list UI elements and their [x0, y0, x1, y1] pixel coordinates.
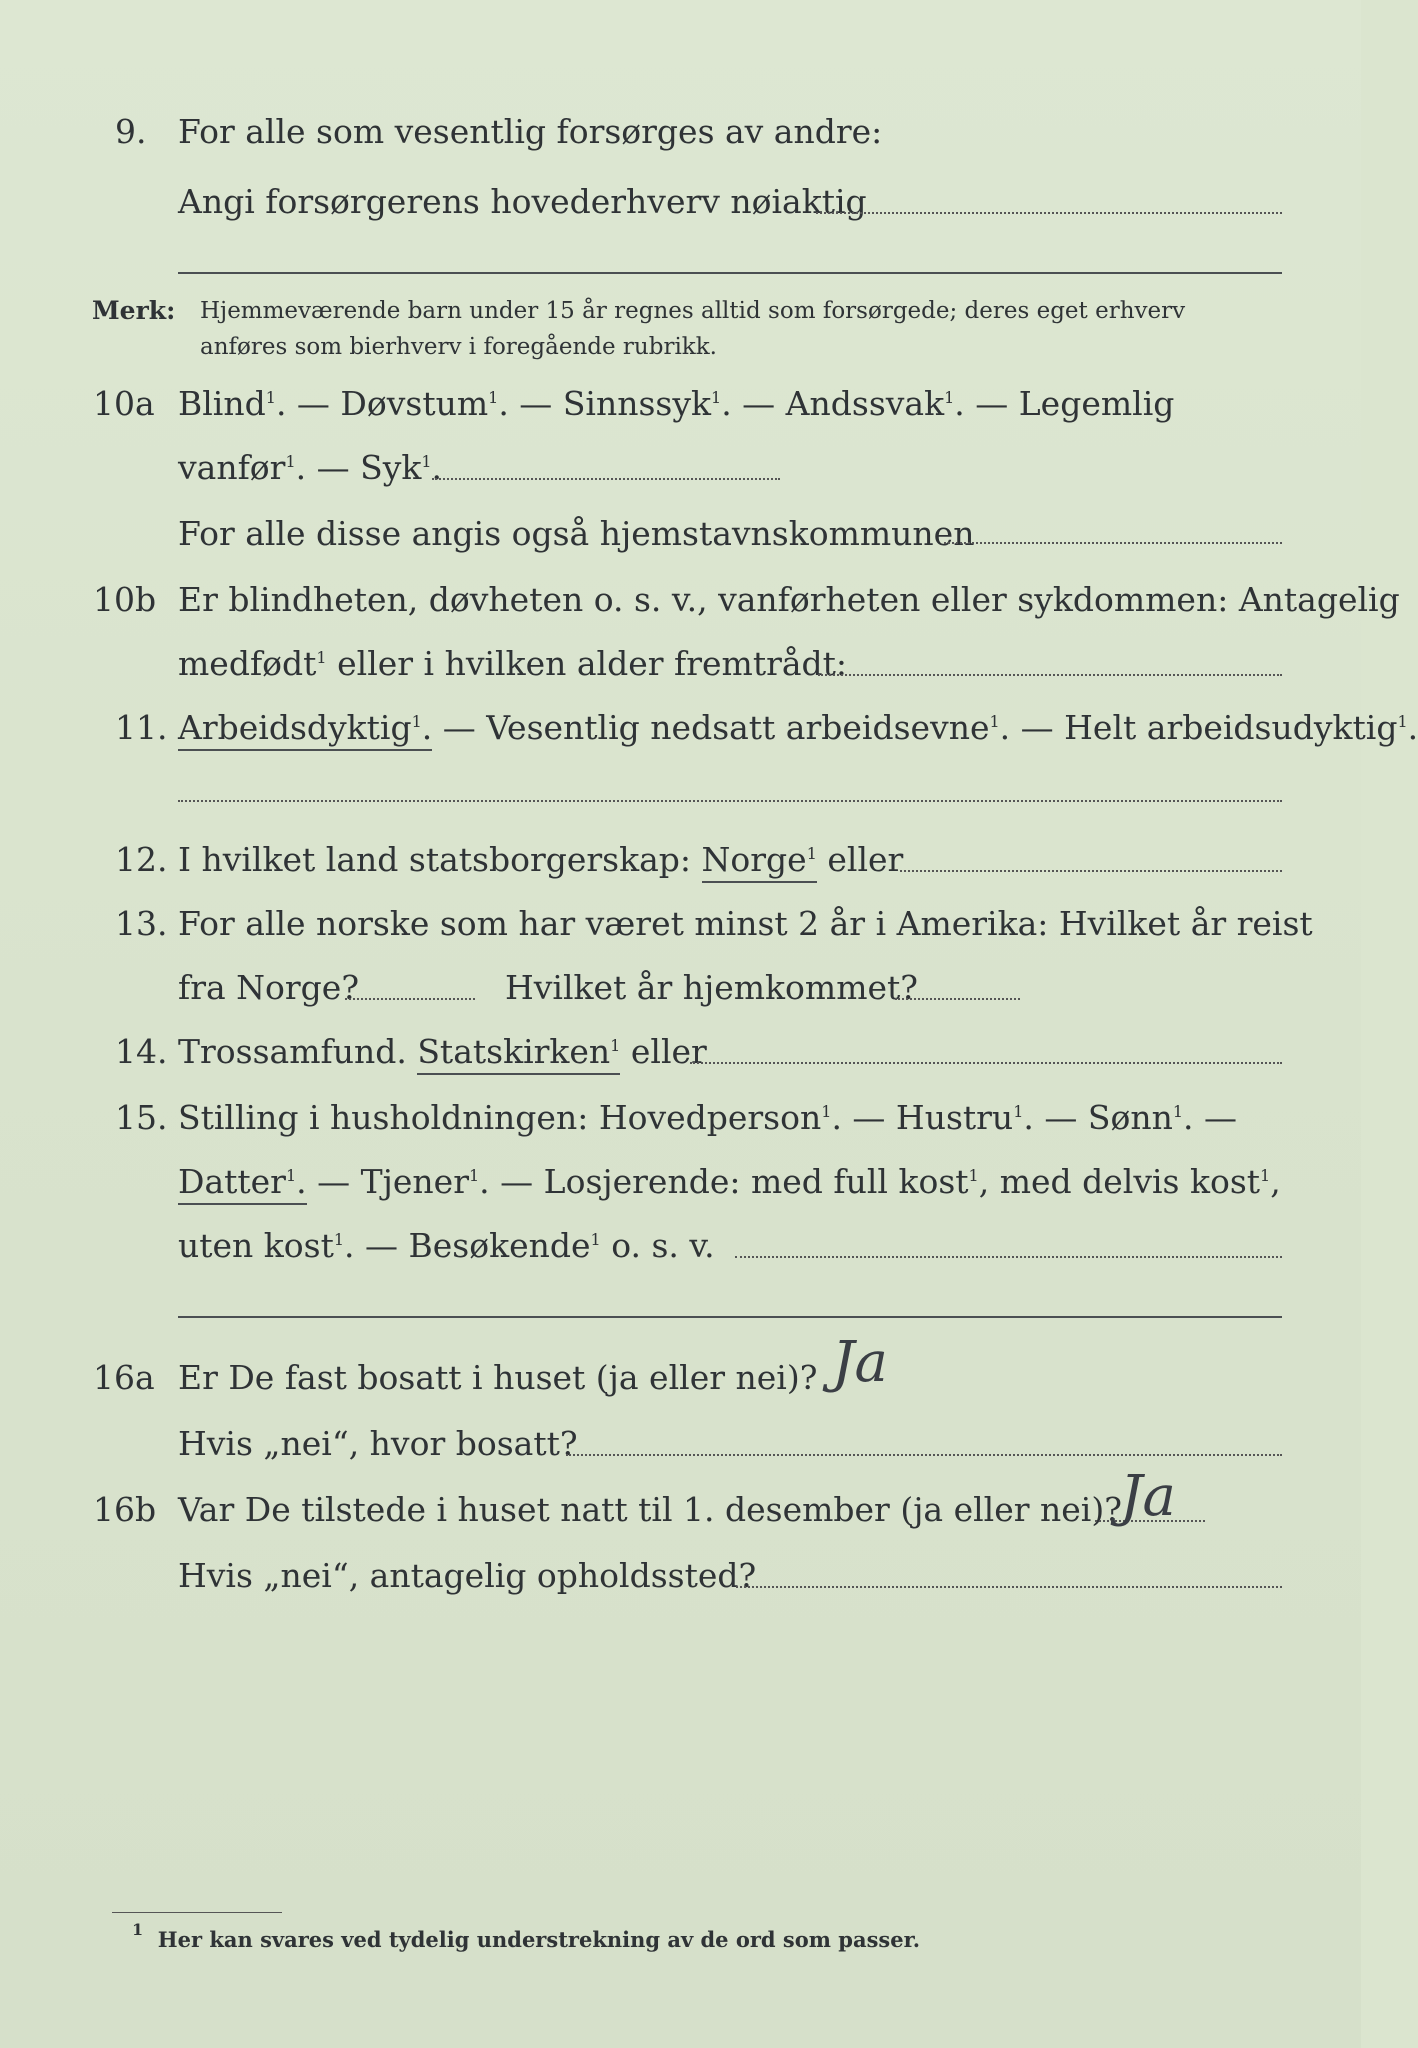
footnote-ref: 1 — [333, 1230, 345, 1249]
footnote-ref: 1 — [285, 1166, 297, 1185]
footnote-ref: 1 — [488, 388, 499, 407]
q10b-answer-line[interactable] — [818, 674, 1282, 676]
q15-line1: Stilling i husholdningen: Hovedperson$^1$. — Hustru$^1$. — Sønn$^1$. — — [178, 1098, 1238, 1137]
q10a-kommune-line[interactable] — [944, 542, 1282, 544]
q9-answer-line-2[interactable] — [178, 272, 1282, 274]
q13-line1: For alle norske som har været minst 2 år i Amerika: Hvilket år reist — [178, 904, 1313, 943]
q12-text: I hvilket land statsborgerskap: — [178, 840, 692, 879]
q14-text: Trossamfund. — [178, 1032, 407, 1071]
uten-kost-option[interactable]: uten kost — [178, 1226, 334, 1265]
merk-label: Merk: — [92, 296, 176, 325]
footnote-ref: 1 — [421, 452, 432, 471]
syk-option[interactable]: Syk — [360, 448, 422, 487]
footnote-ref: 1 — [806, 844, 817, 863]
q10a-line3: For alle disse angis også hjemstavnskommunen — [178, 514, 975, 553]
tjener-option[interactable]: Tjener — [360, 1162, 469, 1201]
footnote-ref: 1 — [1013, 1102, 1024, 1121]
legemlig-option[interactable]: Legemlig — [1018, 384, 1175, 423]
q15-answer-line[interactable] — [735, 1256, 1282, 1258]
nedsatt-option[interactable]: Vesentlig nedsatt arbeidsevne — [486, 708, 990, 747]
q16b-line1: Var De tilstede i huset natt til 1. desember (ja eller nei)? — [178, 1490, 1122, 1529]
q14-eller: eller — [630, 1032, 707, 1071]
blind-option[interactable]: Blind — [178, 384, 266, 423]
q11-number: 11. — [115, 708, 168, 747]
q13-number: 13. — [115, 904, 168, 943]
medfodt-option[interactable]: medfødt — [178, 644, 317, 683]
norge-option-underlined[interactable]: Norge$^1$ — [702, 840, 817, 883]
footnote-ref: 1 — [821, 1102, 832, 1121]
merk-line1: Hjemmeværende barn under 15 år regnes alltid som forsørgede; deres eget erhverv — [200, 298, 1186, 324]
delvis-kost-option[interactable]: med delvis kost — [999, 1162, 1261, 1201]
q12-answer-line[interactable] — [900, 870, 1282, 872]
q9-line1: For alle som vesentlig forsørges av andre: — [178, 112, 883, 151]
q13-hjemkommet-line[interactable] — [895, 998, 1020, 1000]
footnote-ref: 1 — [285, 452, 296, 471]
besokende-option[interactable]: Besøkende — [408, 1226, 591, 1265]
merk-line2: anføres som bierhverv i foregående rubrikk. — [200, 334, 717, 360]
losjerende-label: Losjerende: — [543, 1162, 741, 1201]
q15-line3: uten kost$^1$. — Besøkende$^1$ o. s. v. — [178, 1226, 715, 1265]
q11-line1: Arbeidsdyktig$^1$. — Vesentlig nedsatt arbeidsevne$^1$. — Helt arbeidsudyktig$^1$. — [178, 708, 1418, 747]
footnote-ref: 1 — [1260, 1166, 1271, 1185]
q15-line2: Datter$^1$. — Tjener$^1$. — Losjerende: med full kost$^1$, med delvis kost$^1$, — [178, 1162, 1281, 1201]
footnote-mark: 1 — [132, 1920, 144, 1939]
q16b-answer-line-2[interactable] — [736, 1586, 1282, 1588]
q16b-line2: Hvis „nei“, antagelig opholdssted? — [178, 1556, 757, 1595]
q16a-handwritten-answer[interactable]: Ja — [832, 1330, 888, 1395]
q9-number: 9. — [115, 112, 147, 151]
q10a-line2: vanfør$^1$. — Syk$^1$. — [178, 448, 443, 487]
footnote-divider — [112, 1912, 282, 1913]
hustru-option[interactable]: Hustru — [895, 1098, 1014, 1137]
q13-hjemkommet: Hvilket år hjemkommet? — [505, 968, 918, 1007]
q13-fra-norge-line[interactable] — [345, 998, 475, 1000]
q10b-line1: Er blindheten, døvheten o. s. v., vanførheten eller sykdommen: Antagelig — [178, 580, 1400, 619]
datter-option-underlined[interactable]: Datter$^1$. — [178, 1162, 307, 1205]
footnote-ref: 1 — [610, 1036, 621, 1055]
footnote-ref: 1 — [316, 648, 327, 667]
q10b-line2-rest: eller i hvilken alder fremtrådt: — [337, 644, 848, 683]
q9-line2: Angi forsørgerens hovederhverv nøiaktig — [178, 182, 867, 221]
udyktig-option[interactable]: Helt arbeidsudyktig — [1064, 708, 1398, 747]
q12-eller: eller — [827, 840, 904, 879]
footnote-ref: 1 — [590, 1230, 601, 1249]
q16a-answer-line[interactable] — [566, 1454, 1282, 1456]
vanfor-option[interactable]: vanfør — [178, 448, 286, 487]
q10b-line2 — [178, 644, 847, 683]
footnote-ref: 1 — [1172, 1102, 1184, 1121]
hovedperson-option[interactable]: Stilling i husholdningen: Hovedperson — [178, 1098, 822, 1137]
q13-fra-norge: fra Norge? — [178, 968, 360, 1007]
q14-number: 14. — [115, 1032, 168, 1071]
q10a-line1: Blind$^1$. — Døvstum$^1$. — Sinnssyk$^1$. — Andssvak$^1$. — Legemlig — [178, 384, 1175, 423]
footnote-ref: 1 — [711, 388, 722, 407]
footnote-ref: 1 — [468, 1166, 480, 1185]
q16a-number: 16a — [93, 1358, 155, 1397]
q12-line — [178, 840, 903, 879]
footnote-ref: 1 — [968, 1166, 979, 1185]
full-kost-option[interactable]: med full kost — [750, 1162, 969, 1201]
q16a-line1: Er De fast bosatt i huset (ja eller nei)? — [178, 1358, 818, 1397]
footnote-text: Her kan svares ved tydelig understrekning av de ord som passer. — [157, 1927, 921, 1952]
footnote-ref: 1 — [411, 712, 422, 731]
q16a-line2: Hvis „nei“, hvor bosatt? — [178, 1424, 578, 1463]
q9-answer-line[interactable] — [816, 212, 1282, 214]
footnote-ref: 1 — [944, 388, 955, 407]
footnote — [132, 1920, 920, 1952]
statskirken-option-underlined[interactable]: Statskirken$^1$ — [417, 1032, 620, 1075]
arbeidsdyktig-option-underlined[interactable]: Arbeidsdyktig$^1$. — [178, 708, 432, 751]
q15-osv: o. s. v. — [611, 1226, 715, 1265]
q10b-number: 10b — [93, 580, 157, 619]
sinnssyk-option[interactable]: Sinnssyk — [562, 384, 711, 423]
andssvak-option[interactable]: Andssvak — [785, 384, 945, 423]
q16b-handwritten-answer[interactable]: Ja — [1120, 1464, 1176, 1529]
q12-number: 12. — [115, 840, 168, 879]
sonn-option[interactable]: Sønn — [1087, 1098, 1173, 1137]
q15-number: 15. — [115, 1098, 168, 1137]
q10a-syk-line[interactable] — [432, 478, 780, 480]
dovstum-option[interactable]: Døvstum — [340, 384, 489, 423]
q14-line — [178, 1032, 707, 1071]
q11-answer-line[interactable] — [178, 800, 1282, 802]
q16b-number: 16b — [93, 1490, 157, 1529]
footnote-ref: 1 — [989, 712, 1000, 731]
footnote-ref: 1 — [265, 388, 276, 407]
q10a-number: 10a — [93, 384, 155, 423]
footnote-ref: 1 — [1397, 712, 1408, 731]
q14-answer-line[interactable] — [690, 1062, 1282, 1064]
q15-answer-line-2[interactable] — [178, 1316, 1282, 1318]
